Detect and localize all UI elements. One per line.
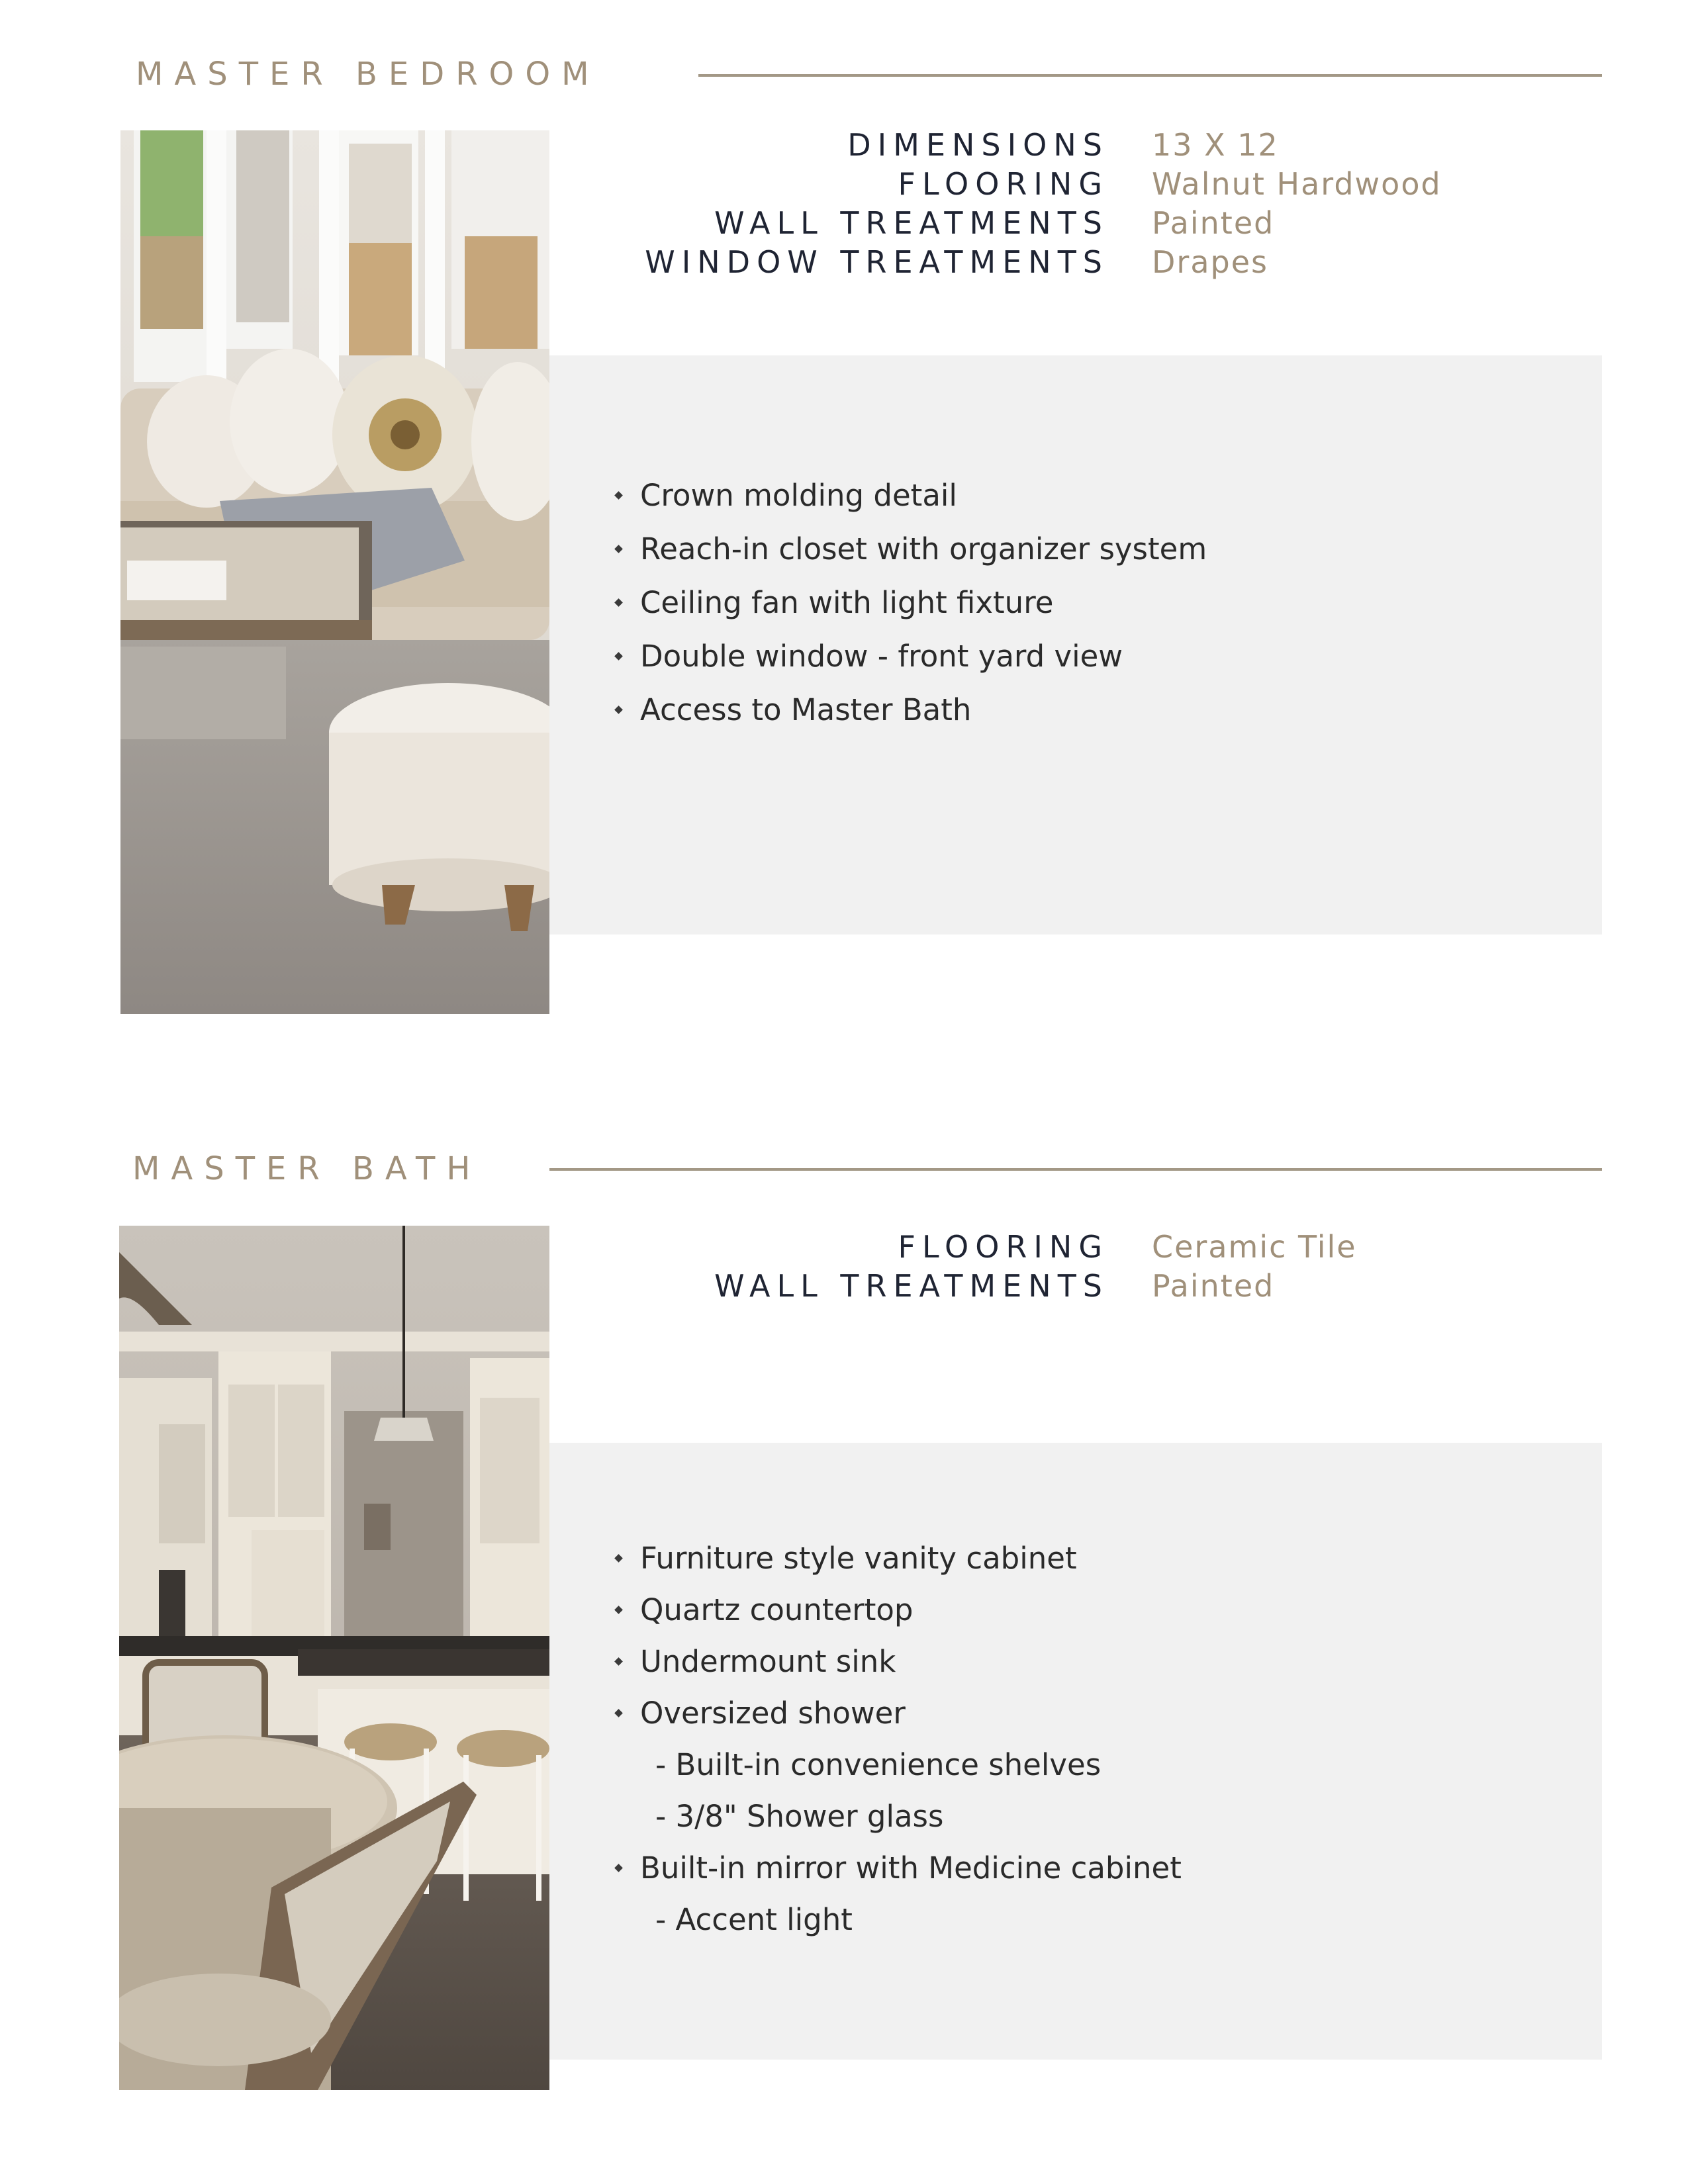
spec-label: WALL TREATMENTS [714,1268,1109,1304]
list-item-text: Oversized shower [640,1696,906,1731]
list-item-text: Reach-in closet with organizer system [640,531,1207,567]
list-item-text: - Accent light [655,1902,853,1937]
spec-row [0,165,1688,203]
spec-label: WINDOW TREATMENTS [645,244,1109,280]
spec-label: DIMENSIONS [847,127,1109,163]
spec-row [0,243,1688,281]
list-item-text: - Built-in convenience shelves [655,1747,1102,1782]
list-item-text: Crown molding detail [640,478,957,513]
spec-value: Walnut Hardwood [1152,166,1442,202]
spec-row [0,126,1688,164]
spec-value: Painted [1152,205,1275,241]
list-item-text: Furniture style vanity cabinet [640,1541,1077,1576]
spec-value: Painted [1152,1268,1275,1304]
bath-photo [119,1226,549,2090]
list-item-text: Undermount sink [640,1644,896,1679]
spec-value: 13 X 12 [1152,127,1279,163]
spec-row [0,1267,1688,1305]
bedroom-heading-rule [698,74,1602,77]
list-item-text: Access to Master Bath [640,692,972,727]
spec-row [0,204,1688,242]
spec-label: FLOORING [898,166,1109,202]
list-item-text: Ceiling fan with light fixture [640,585,1054,620]
list-item-text: Quartz countertop [640,1592,914,1627]
bath-heading: MASTER BATH [132,1150,482,1187]
spec-value: Drapes [1152,244,1268,280]
spec-value: Ceramic Tile [1152,1229,1357,1265]
spec-label: FLOORING [898,1229,1109,1265]
bedroom-heading: MASTER BEDROOM [136,56,600,93]
spec-label: WALL TREATMENTS [714,205,1109,241]
spec-row [0,1228,1688,1266]
list-item-text: - 3/8" Shower glass [655,1799,944,1834]
list-item-text: Built-in mirror with Medicine cabinet [640,1850,1182,1886]
list-item-text: Double window - front yard view [640,639,1123,674]
bath-heading-rule [549,1168,1602,1171]
